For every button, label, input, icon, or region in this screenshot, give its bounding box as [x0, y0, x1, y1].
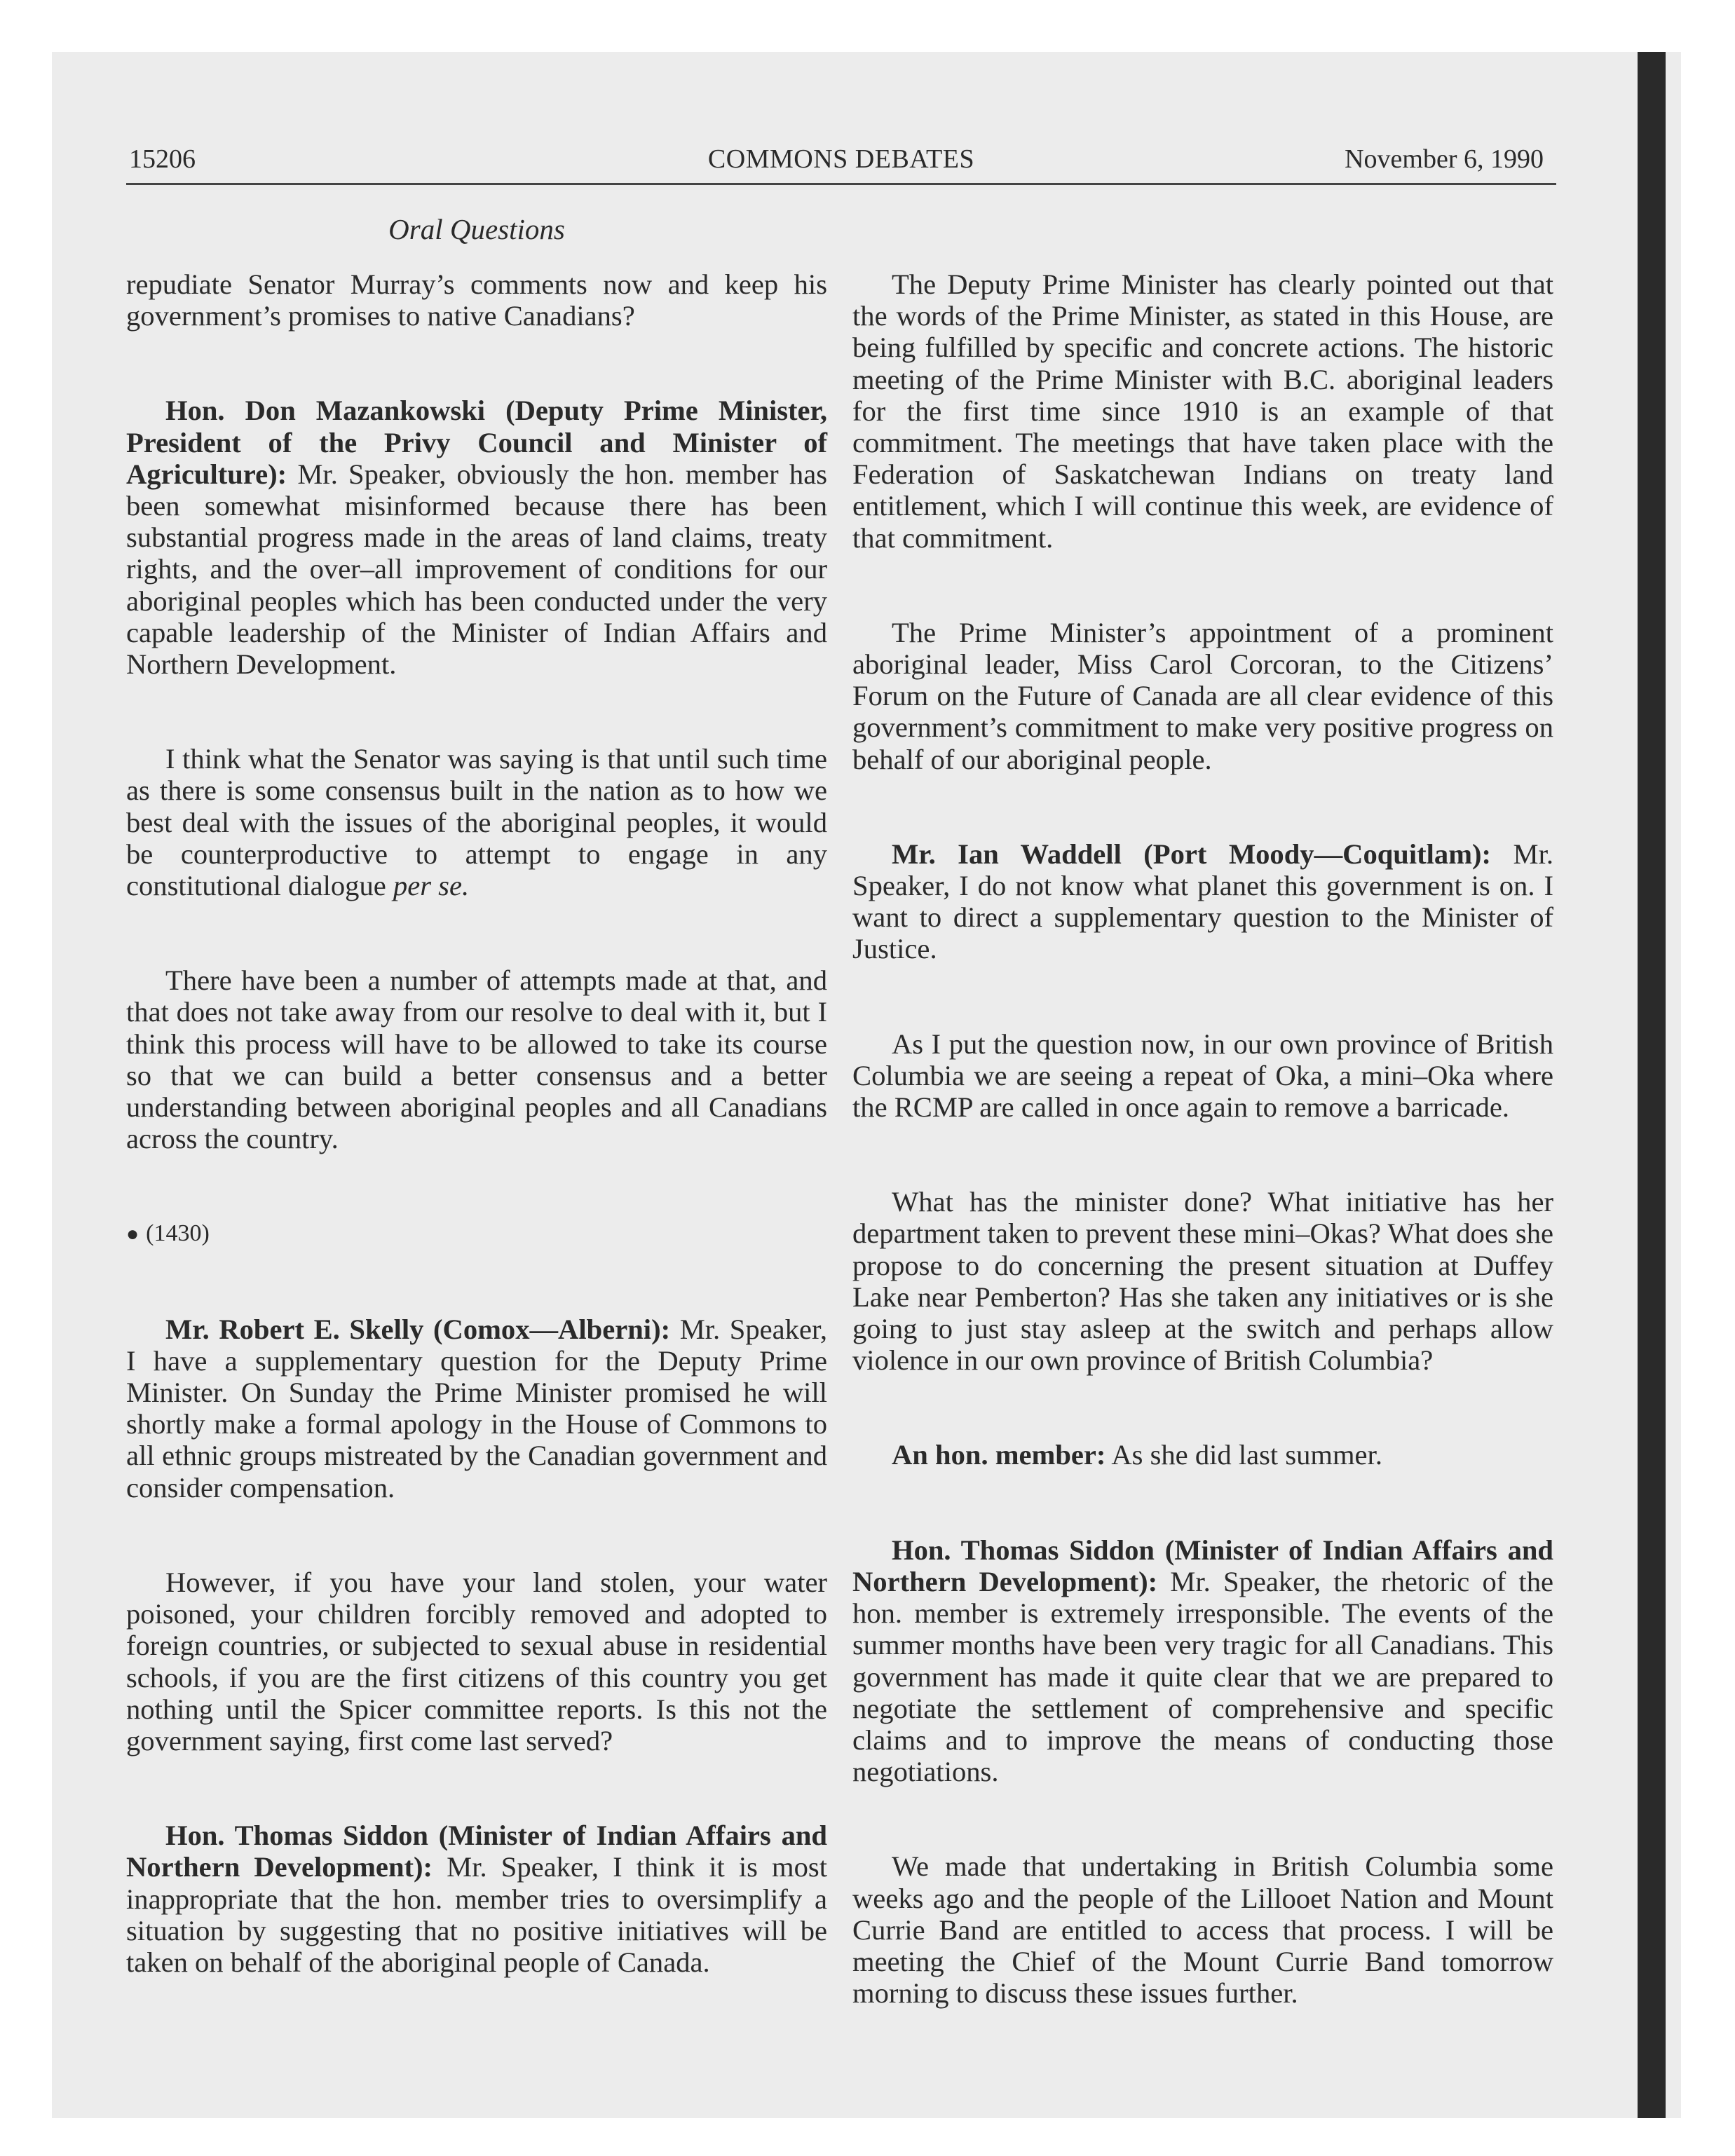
time-marker — [126, 1217, 827, 1250]
speaker-name: Hon. Thomas Siddon (Minister of Indian Affairs and Northern Development): — [126, 1820, 827, 1883]
bullet-icon: ● — [126, 1222, 140, 1246]
speaker-name: An hon. member: — [892, 1439, 1106, 1471]
publication-title: COMMONS DEBATES — [707, 144, 975, 174]
scan-edge-shadow — [1638, 52, 1666, 2118]
right-column — [852, 268, 1553, 2072]
paragraph: However, if you have your land stolen, your water poisoned, your children forcibly removed and adopted to foreign countries, or subjected to sexual abuse in residential schools, if you are the first citizens of this country you get nothing until the Spicer committee reports. Is this not the government saying, first come last served? — [126, 1566, 827, 1756]
paragraph: What has the minister done? What initiative has her department taken to prevent these mini–Okas? What does she propose to do concerning the present situation at Duffey Lake near Pemberton? Has she taken any initiatives or is she going to just stay asleep at the switch and perhaps allow violence in our own province of British Columbia? — [852, 1186, 1553, 1377]
speech-paragraph — [126, 1820, 827, 1978]
paragraph-text: I think what the Senator was saying is that until such time as there is some consensus built in the nation as to how we best deal with the issues of the aboriginal peoples, it would be counterproductive to attempt to engage in any constitutional dialogue — [126, 743, 827, 902]
running-header — [126, 137, 1556, 175]
paragraph — [126, 743, 827, 901]
speech-text: Mr. Speaker, obviously the hon. member has been somewhat misinformed because there has been substantial progress made in the areas of land claims, treaty rights, and the over–all improvement of conditions for our aboriginal peoples which has been conducted under the very capable leadership of the Minister of Indian Affairs and Northern Development. — [126, 458, 827, 681]
paragraph: repudiate Senator Murray’s comments now and keep his government’s promises to native Canadians? — [126, 268, 827, 332]
speaker-name: Mr. Ian Waddell (Port Moody—Coquitlam): — [892, 838, 1492, 870]
speech-paragraph — [852, 1534, 1553, 1788]
speech-text: Mr. Speaker, I have a supplementary question for the Deputy Prime Minister. On Sunday the Prime Minister promised he will shortly make a formal apology in the House of Commons to all ethnic groups mistreated by the Canadian government and consider compensation. — [126, 1313, 828, 1503]
speech-text: As she did last summer. — [1105, 1439, 1382, 1471]
publication-date: November 6, 1990 — [1345, 144, 1544, 174]
speaker-name: Hon. Thomas Siddon (Minister of Indian Affairs and Northern Development): — [852, 1534, 1553, 1597]
section-title: Oral Questions — [388, 213, 565, 245]
speech-paragraph — [852, 838, 1553, 965]
paragraph: We made that undertaking in British Columbia some weeks ago and the people of the Lillooet Nation and Mount Currie Band are entitled to access that process. I will be meeting the Chief of the Mount Currie Band tomorrow morning to discuss these issues further. — [852, 1850, 1553, 2010]
left-column — [126, 268, 827, 2041]
document-page — [126, 137, 1556, 2010]
speaker-name: Hon. Don Mazankowski (Deputy Prime Minister, President of the Privy Council and Minister of Agriculture): — [126, 395, 827, 490]
paragraph: As I put the question now, in our own province of British Columbia we are seeing a repeat of Oka, a mini–Oka where the RCMP are called in once again to remove a barricade. — [852, 1028, 1553, 1124]
time-marker-text: (1430) — [146, 1220, 210, 1247]
latin-phrase: per se. — [393, 870, 470, 902]
speech-text: Mr. Speaker, the rhetoric of the hon. member is extremely irresponsible. The events of the summer months have been very tragic for all Canadians. This government has made it quite clear that we are prepared to negotiate the settlement of comprehensive and specific claims and to improve the means of conducting those negotiations. — [852, 1565, 1553, 1788]
speech-text: Mr. Speaker, I think it is most inappropriate that the hon. member tries to oversimplify a situation by suggesting that no positive initiatives will be taken on behalf of the aboriginal people of Canada. — [126, 1851, 827, 1978]
paragraph: There have been a number of attempts made at that, and that does not take away from our resolve to deal with it, but I think this process will have to be allowed to take its course so that we can build a better consensus and a better understanding between aboriginal peoples and all Canadians across the country. — [126, 964, 827, 1155]
speech-paragraph — [126, 395, 827, 680]
speech-paragraph — [852, 1439, 1553, 1471]
header-rule — [126, 183, 1556, 185]
page-number: 15206 — [129, 144, 196, 174]
speech-text: Mr. Speaker, I do not know what planet this government is on. I want to direct a supplementary question to the Minister of Justice. — [852, 838, 1553, 965]
paragraph: The Deputy Prime Minister has clearly pointed out that the words of the Prime Minister, as stated in this House, are being fulfilled by specific and concrete actions. The historic meeting of the Prime Minister with B.C. aboriginal leaders for the first time since 1910 is an example of that commitment. The meetings that have taken place with the Federation of Saskatchewan Indians on treaty land entitlement, which I will continue this week, are evidence of that commitment. — [852, 268, 1553, 554]
speech-paragraph — [126, 1314, 827, 1503]
paragraph: The Prime Minister’s appointment of a prominent aboriginal leader, Miss Carol Corcoran, to the Citizens’ Forum on the Future of Canada are all clear evidence of this government’s commitment to make very positive progress on behalf of our aboriginal people. — [852, 616, 1553, 775]
speaker-name: Mr. Robert E. Skelly (Comox—Alberni): — [165, 1313, 671, 1345]
